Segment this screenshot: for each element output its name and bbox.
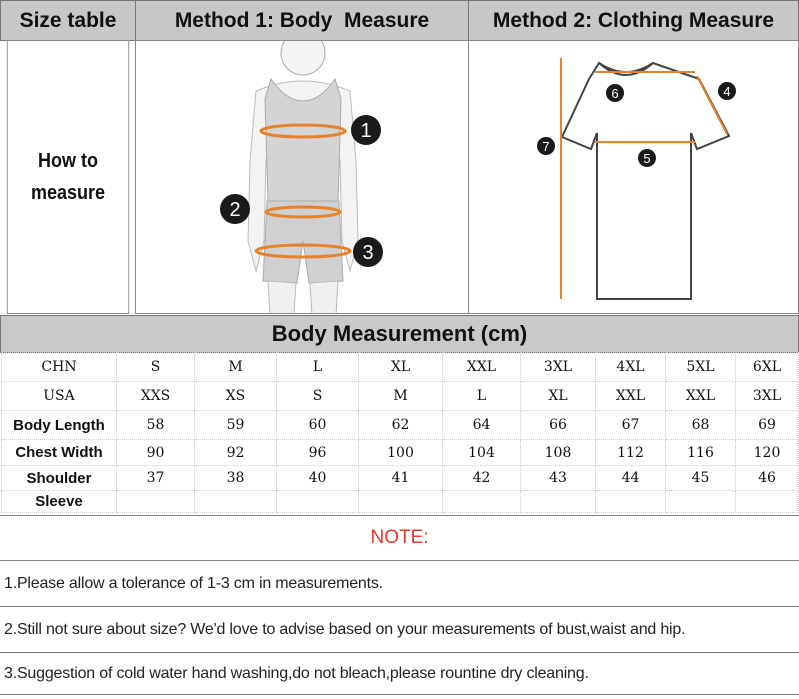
marker-3-icon xyxy=(353,237,383,267)
table-cell: 96 xyxy=(277,440,359,466)
table-row xyxy=(2,466,799,491)
table-cell xyxy=(195,491,277,513)
table-cell: 67 xyxy=(596,411,666,440)
svg-text:2: 2 xyxy=(229,199,241,221)
table-cell: L xyxy=(443,382,521,411)
table-cell xyxy=(117,491,195,513)
table-cell: 68 xyxy=(666,411,736,440)
marker-5-icon xyxy=(638,149,656,167)
svg-text:4: 4 xyxy=(723,84,731,99)
table-row xyxy=(2,491,799,513)
table-cell: S xyxy=(277,382,359,411)
table-cell: 100 xyxy=(359,440,443,466)
table-cell: XXL xyxy=(666,382,736,411)
table-cell xyxy=(277,491,359,513)
row-label: Sleeve xyxy=(2,491,117,513)
note-line-3: 3.Suggestion of cold water hand washing,do not bleach,please rountine dry cleaning. xyxy=(0,653,799,695)
table-cell: 3XL xyxy=(521,353,596,382)
table-row xyxy=(2,440,799,466)
svg-text:3: 3 xyxy=(362,242,374,264)
table-cell: 37 xyxy=(117,466,195,491)
table-cell xyxy=(359,491,443,513)
method2-header xyxy=(468,0,799,41)
svg-text:1: 1 xyxy=(360,120,372,142)
table-cell: 112 xyxy=(596,440,666,466)
note-line-1: 1.Please allow a tolerance of 1-3 cm in measurements. xyxy=(0,561,799,607)
table-cell: 108 xyxy=(521,440,596,466)
table-cell: 5XL xyxy=(666,353,736,382)
table-row xyxy=(2,353,799,382)
svg-text:6: 6 xyxy=(611,86,619,101)
table-cell: 59 xyxy=(195,411,277,440)
table-cell: 42 xyxy=(443,466,521,491)
how-to-line2: measure xyxy=(30,182,106,204)
tshirt-illustration xyxy=(469,41,799,314)
clothing-measure-cell xyxy=(468,40,799,314)
table-cell: 62 xyxy=(359,411,443,440)
note-header xyxy=(0,515,799,561)
row-label: Chest Width xyxy=(2,440,117,466)
marker-7-icon xyxy=(537,137,555,155)
row-label: Body Length xyxy=(2,411,117,440)
table-cell: XXS xyxy=(117,382,195,411)
table-cell: 45 xyxy=(666,466,736,491)
size-table-label: Size table xyxy=(19,8,117,32)
table-cell: XL xyxy=(359,353,443,382)
body-measure-cell xyxy=(135,40,469,314)
table-cell: L xyxy=(277,353,359,382)
table-cell: 69 xyxy=(736,411,799,440)
table-cell: 92 xyxy=(195,440,277,466)
marker-1-icon xyxy=(351,115,381,145)
table-cell: XXL xyxy=(443,353,521,382)
row-label: CHN xyxy=(2,353,117,382)
method1-label: Method 1: Body Measure xyxy=(174,8,430,32)
table-cell: 58 xyxy=(117,411,195,440)
size-table-header xyxy=(0,0,136,41)
table-cell: 43 xyxy=(521,466,596,491)
method2-label: Method 2: Clothing Measure xyxy=(492,8,775,32)
table-title-bar xyxy=(0,315,799,353)
marker-4-icon xyxy=(718,82,736,100)
method1-header xyxy=(135,0,469,41)
table-cell: 44 xyxy=(596,466,666,491)
svg-text:5: 5 xyxy=(643,151,651,166)
marker-2-icon xyxy=(220,194,250,224)
table-cell: 41 xyxy=(359,466,443,491)
table-cell: 120 xyxy=(736,440,799,466)
table-title: Body Measurement (cm) xyxy=(271,321,528,346)
table-cell: 116 xyxy=(666,440,736,466)
table-cell xyxy=(596,491,666,513)
table-cell: 60 xyxy=(277,411,359,440)
row-label: USA xyxy=(2,382,117,411)
size-table xyxy=(1,352,799,513)
table-cell: 104 xyxy=(443,440,521,466)
table-cell: 40 xyxy=(277,466,359,491)
svg-text:7: 7 xyxy=(542,139,550,154)
table-cell: 90 xyxy=(117,440,195,466)
table-cell xyxy=(736,491,799,513)
table-cell: XL xyxy=(521,382,596,411)
how-to-line1: How to xyxy=(38,150,98,172)
marker-6-icon xyxy=(606,84,624,102)
body-figure-illustration xyxy=(136,41,469,314)
table-cell: M xyxy=(195,353,277,382)
table-cell: M xyxy=(359,382,443,411)
table-cell: 3XL xyxy=(736,382,799,411)
table-cell xyxy=(521,491,596,513)
table-cell: XS xyxy=(195,382,277,411)
table-cell xyxy=(666,491,736,513)
table-row xyxy=(2,411,799,440)
row-label: Shoulder xyxy=(2,466,117,491)
table-row xyxy=(2,382,799,411)
table-cell xyxy=(443,491,521,513)
table-cell: 4XL xyxy=(596,353,666,382)
table-cell: 38 xyxy=(195,466,277,491)
note-title: NOTE: xyxy=(370,527,429,548)
table-cell: 66 xyxy=(521,411,596,440)
table-cell: XXL xyxy=(596,382,666,411)
table-cell: 46 xyxy=(736,466,799,491)
table-cell: 64 xyxy=(443,411,521,440)
note-line-2: 2.Still not sure about size? We'd love to advise based on your measurements of bust,waist and hip. xyxy=(0,607,799,653)
table-cell: 6XL xyxy=(736,353,799,382)
how-to-measure-cell xyxy=(7,40,129,314)
table-cell: S xyxy=(117,353,195,382)
